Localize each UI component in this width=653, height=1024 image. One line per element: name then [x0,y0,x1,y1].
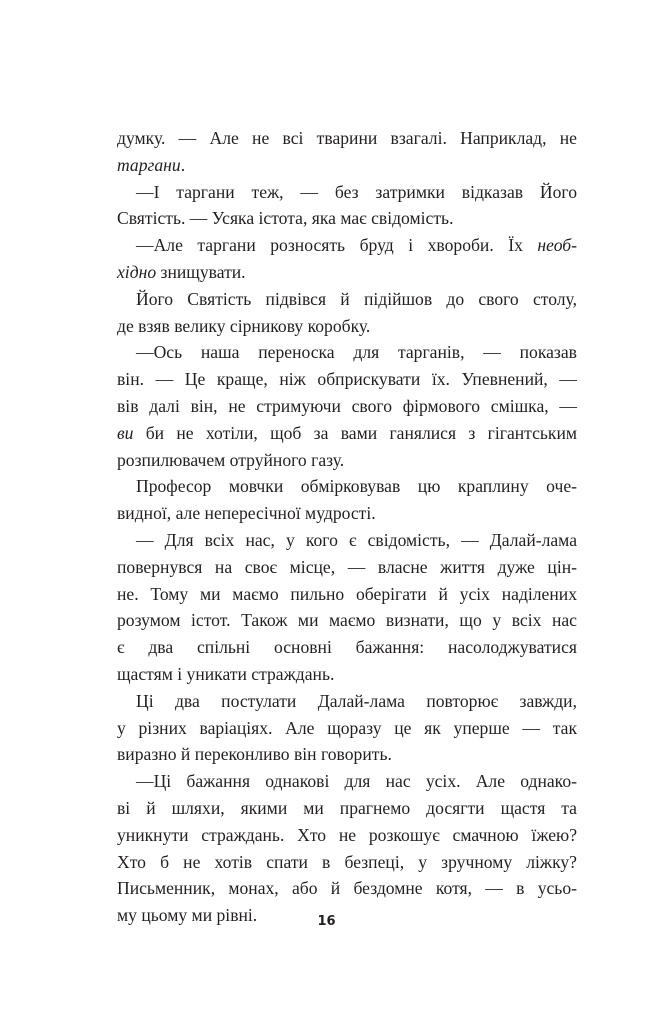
text-run: виразно й переконливо він говорить. [117,744,392,765]
text-run: знищувати. [156,261,246,282]
text-line [117,393,577,420]
text-line [117,179,577,206]
text-line [117,286,577,313]
text-run: —Ці бажання однакові для нас усіх. Але однако- [136,771,577,792]
text-run: у різних варіаціях. Але щоразу це як уперше — так [117,717,577,738]
text-line [117,313,577,340]
text-line [117,875,577,902]
text-run: не. Тому ми маємо пильно оберігати й усіх наділених [117,583,577,604]
text-run: розумом істот. Також ми маємо визнати, що у всіх нас [117,610,577,631]
text-run: вів далі він, не стримуючи свого фірмового смішка, — [117,395,577,416]
text-run: уникнути страждань. Хто не розкошує смачною їжею? [117,824,577,845]
text-run: Святість. — Усяка істота, яка має свідомість. [117,208,454,229]
text-run: . [180,154,186,175]
text-line [117,152,577,179]
text-line [117,661,577,688]
text-line [117,259,577,286]
text-line [117,849,577,876]
text-line [117,500,577,527]
body-text [117,125,577,929]
text-line [117,473,577,500]
text-line [117,527,577,554]
text-line [117,420,577,447]
text-line [117,232,577,259]
text-run: розпилювачем отруйного газу. [117,449,345,470]
text-run: —І таргани теж, — без затримки відказав Його [136,181,577,202]
text-line [117,634,577,661]
text-run: думку. — Але не всі тварини взагалі. Наприклад, не [117,128,577,148]
text-line [117,822,577,849]
text-run: щастям і уникати страждань. [117,663,335,684]
text-run: він. — Це краще, ніж обприскувати їх. Упевнений, — [117,369,577,390]
text-run: му цьому ми рівні. [117,905,258,926]
text-line [117,581,577,608]
text-line [117,715,577,742]
italic-text: необ- [537,235,577,256]
text-line [117,768,577,795]
text-line [117,688,577,715]
text-run: Хто б не хотів спати в безпеці, у зручному ліжку? [117,851,577,872]
text-line [117,339,577,366]
text-line [117,205,577,232]
text-run: би не хотіли, щоб за вами ганялися з гігантським [133,422,577,443]
text-line [117,741,577,768]
text-line [117,795,577,822]
text-line [117,125,577,152]
text-run: Його Святість підвівся й підійшов до свого столу, [136,288,577,309]
text-line [117,554,577,581]
italic-text: хідно [117,261,157,282]
text-run: повернувся на своє місце, — власне життя дуже цін- [117,556,577,577]
italic-text: ви [117,422,134,443]
text-run: є два спільні основні бажання: насолоджуватися [117,637,577,658]
text-run: Ці два постулати Далай-лама повторює завжди, [136,690,577,711]
italic-text: таргани [117,154,181,175]
text-line [117,366,577,393]
text-run: Письменник, монах, або й бездомне котя, — в усьо- [117,878,577,899]
text-run: Професор мовчки обмірковував цю краплину оче- [136,476,577,497]
text-run: де взяв велику сірникову коробку. [117,315,371,336]
text-line [117,607,577,634]
text-run: —Ось наша переноска для тарганів, — показав [136,342,577,363]
text-run: —Але таргани розносять бруд і хвороби. Їх [136,235,538,256]
page-number: 16 [317,914,336,929]
text-run: ві й шляхи, якими ми прагнемо досягти щастя та [117,797,577,818]
text-run: видної, але непересічної мудрості. [117,503,376,524]
text-run: — Для всіх нас, у кого є свідомість, — Далай-лама [136,529,577,550]
text-line [117,447,577,474]
